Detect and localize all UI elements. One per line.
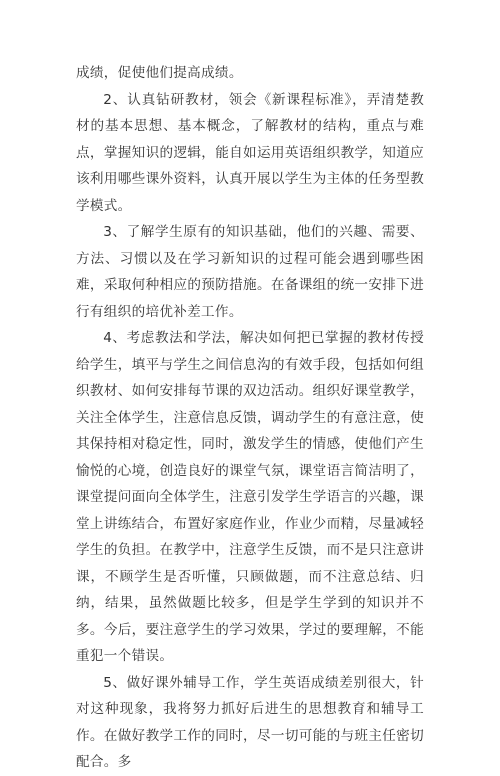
paragraph-1-continuation: 成绩，促使他们提高成绩。 <box>76 65 243 81</box>
paragraph-extracurricular-tutoring: 5、做好课外辅导工作，学生英语成绩差别很大，针对这种现象，我将努力抓好后进生的思想教育和辅导工作。在做好教学工作的同时，尽一切可能的与班主任密切配合。多 <box>76 674 424 770</box>
paragraph-study-materials: 2、认真钻研教材，领会《新课程标准》，弄清楚教材的基本思想、基本概念，了解教材的结构，重点与难点，掌握知识的逻辑，能自如运用英语组织教学，知道应该利用哪些课外资料，认真开展以学生为主体的任务型教学模式。 <box>76 91 424 214</box>
paragraph-teaching-methods: 4、考虑教法和学法，解决如何把已掌握的教材传授给学生，填平与学生之间信息沟的有效手段，包括如何组织教材、如何安排每节课的双边活动。组织好课堂教学，关注全体学生，注意信息反馈，调动学生的有意注意，使其保持相对稳定性，同时，激发学生的情感，使他们产生愉悦的心境，创造良好的课堂气氛，课堂语言简洁明了，课堂提问面向全体学生，注意引发学生学语言的兴趣，课堂上讲练结合，布置好家庭作业，作业少而精，尽量减轻学生的负担。在教学中，注意学生反馈，而不是只注意讲课，不顾学生是否听懂，只顾做题，而不注意总结、归纳，结果，虽然做题比较多，但是学生学到的知识并不多。今后，要注意学生的学习效果，学过的要理解，不能重犯一个错误。 <box>76 330 424 664</box>
paragraph-understand-students: 3、了解学生原有的知识基础，他们的兴趣、需要、方法、习惯以及在学习新知识的过程可能会遇到哪些困难，采取何种相应的预防措施。在备课组的统一安排下进行有组织的培优补差工作。 <box>76 224 424 320</box>
document-page <box>76 60 424 776</box>
